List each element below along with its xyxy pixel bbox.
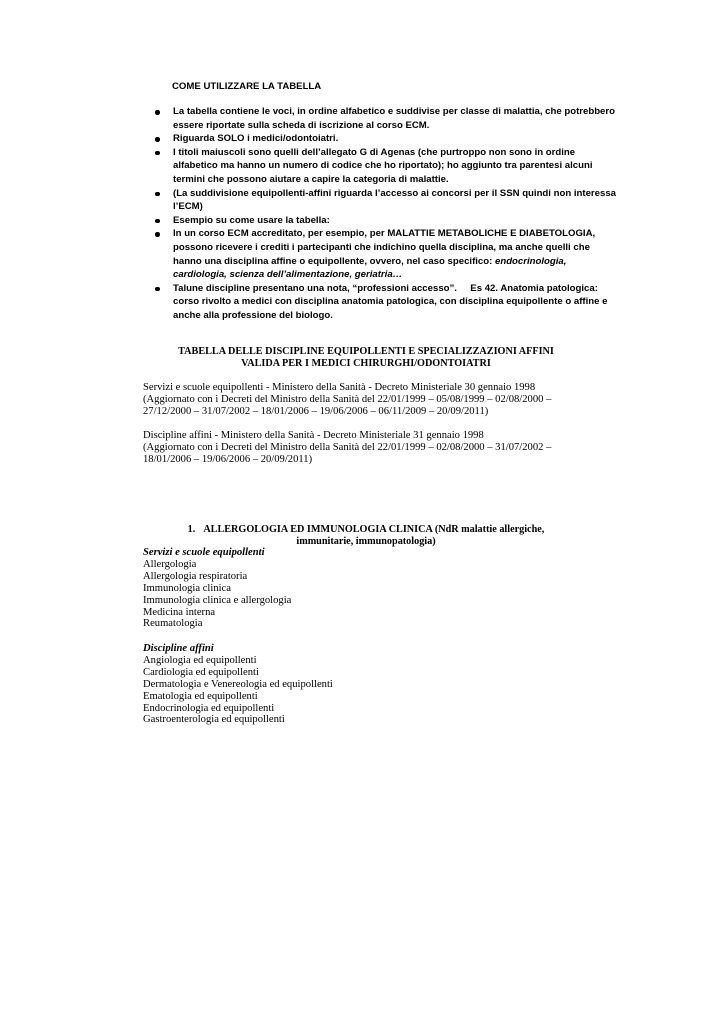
bullet-line: Talune discipline presentano una nota, “professioni accesso”. Es 42. Anatomia patologica: — [173, 282, 598, 294]
bullet-item — [152, 214, 592, 228]
bullet-italic-line: cardiologia, scienza dell’alimentazione, geriatria… — [173, 269, 403, 281]
bullet-line: possono ricevere i crediti i partecipanti che indichino quella disciplina, ma anche quelli che — [173, 241, 590, 253]
bullet-line: alfabetico ma hanno un numero di codice che ho riportato); ho aggiunto tra parentesi alcuni — [173, 160, 593, 172]
list-item: Angiologia ed equipollenti — [143, 654, 257, 666]
paragraph-equipollenti — [143, 382, 593, 418]
bullet-line: I titoli maiuscoli sono quelli dell’allegato G di Agenas (che purtroppo non sono in ordine — [173, 146, 576, 158]
paragraph-line: 18/01/2006 – 19/06/2006 – 20/09/2011) — [143, 453, 313, 465]
bullet-icon — [155, 232, 160, 237]
affini-list — [143, 643, 583, 726]
bullet-item — [152, 227, 596, 281]
list-item: Endocrinologia ed equipollenti — [143, 702, 275, 714]
equipollenti-list — [143, 547, 583, 630]
bullet-line: termini che possono aiutare a capire la categoria di malattie. — [173, 173, 449, 185]
section-heading-line: immunitarie, immunopatologia) — [296, 535, 436, 547]
section-heading-line — [143, 524, 589, 536]
bullet-item — [152, 282, 608, 323]
bullet-line: corso rivolto a medici con disciplina anatomia patologica, con disciplina equipollente o affine e — [173, 296, 608, 308]
list-item: Gastroenterologia ed equipollenti — [143, 714, 285, 726]
bullet-line — [173, 255, 592, 269]
section-number: 1. — [187, 524, 196, 535]
bullet-line: anche alla professione del biologo. — [173, 309, 333, 321]
bullet-item — [152, 187, 617, 214]
list-item: Allergologia — [143, 558, 197, 570]
list-item: Reumatologia — [143, 618, 203, 630]
bullet-line: La tabella contiene le voci, in ordine alfabetico e suddivise per classe di malattia, che potrebbero — [173, 106, 615, 117]
list-item: Cardiologia ed equipollenti — [143, 666, 259, 678]
bullet-icon — [155, 287, 160, 292]
bullet-icon — [155, 110, 160, 115]
bullet-item — [152, 146, 592, 187]
bullet-icon — [155, 219, 160, 224]
bullet-line: Riguarda SOLO i medici/odontoiatri. — [173, 133, 339, 145]
bullet-line: (La suddivisione equipollenti-affini riguarda l’accesso ai concorsi per il SSN quindi non interessa — [173, 187, 617, 199]
paragraph-line: (Aggiornato con i Decreti del Ministro della Sanità del 22/01/1999 – 02/08/2000 – 31/07/2002 – — [143, 441, 552, 453]
list-item: Ematologia ed equipollenti — [143, 690, 258, 702]
list-item: Allergologia respiratoria — [143, 570, 248, 582]
table-title-line: TABELLA DELLE DISCIPLINE EQUIPOLLENTI E SPECIALIZZAZIONI AFFINI — [178, 346, 554, 357]
bullet-item — [152, 105, 615, 132]
bullet-line: Esempio su come usare la tabella: — [173, 214, 330, 226]
list-item: Medicina interna — [143, 606, 216, 618]
table-title — [143, 346, 589, 370]
bullet-icon — [155, 137, 160, 142]
affini-label: Discipline affini — [143, 643, 214, 654]
instructions-title: COME UTILIZZARE LA TABELLA — [172, 81, 322, 92]
bullet-icon — [155, 151, 160, 156]
paragraph-line: (Aggiornato con i Decreti del Ministro della Sanità del 22/01/1999 – 05/08/1999 – 02/08/2000 – — [143, 393, 552, 405]
list-item: Immunologia clinica e allergologia — [143, 594, 292, 606]
section-title: ALLERGOLOGIA ED IMMUNOLOGIA CLINICA (NdR malattie allergiche, — [203, 524, 545, 535]
bullet-italic-text: endocrinologia, — [495, 255, 567, 267]
bullet-icon — [155, 192, 160, 197]
paragraph-affini — [143, 430, 593, 466]
paragraph-line: 27/12/2000 – 31/07/2002 – 18/01/2006 – 19/06/2006 – 06/11/2009 – 20/09/2011) — [143, 405, 489, 417]
bullet-line: In un corso ECM accreditato, per esempio, per MALATTIE METABOLICHE E DIABETOLOGIA, — [173, 228, 596, 240]
bullet-line: essere riportate sulla scheda di iscrizione al corso ECM. — [173, 119, 430, 131]
list-item: Immunologia clinica — [143, 582, 231, 594]
instructions-list — [152, 105, 617, 323]
bullet-item — [152, 132, 592, 146]
section-heading — [143, 524, 589, 548]
equipollenti-label: Servizi e scuole equipollenti — [143, 547, 265, 558]
table-title-line: VALIDA PER I MEDICI CHIRURGHI/ODONTOIATRI — [241, 357, 491, 369]
list-item: Dermatologia e Venereologia ed equipollenti — [143, 678, 333, 690]
paragraph-line: Discipline affini - Ministero della Sanità - Decreto Ministeriale 31 gennaio 1998 — [143, 430, 484, 441]
paragraph-line: Servizi e scuole equipollenti - Ministero della Sanità - Decreto Ministeriale 30 gennaio 1998 — [143, 382, 536, 393]
bullet-line: l’ECM) — [173, 201, 203, 213]
bullet-text: hanno una disciplina affine o equipollente, ovvero, nel caso specifico: — [173, 255, 493, 267]
